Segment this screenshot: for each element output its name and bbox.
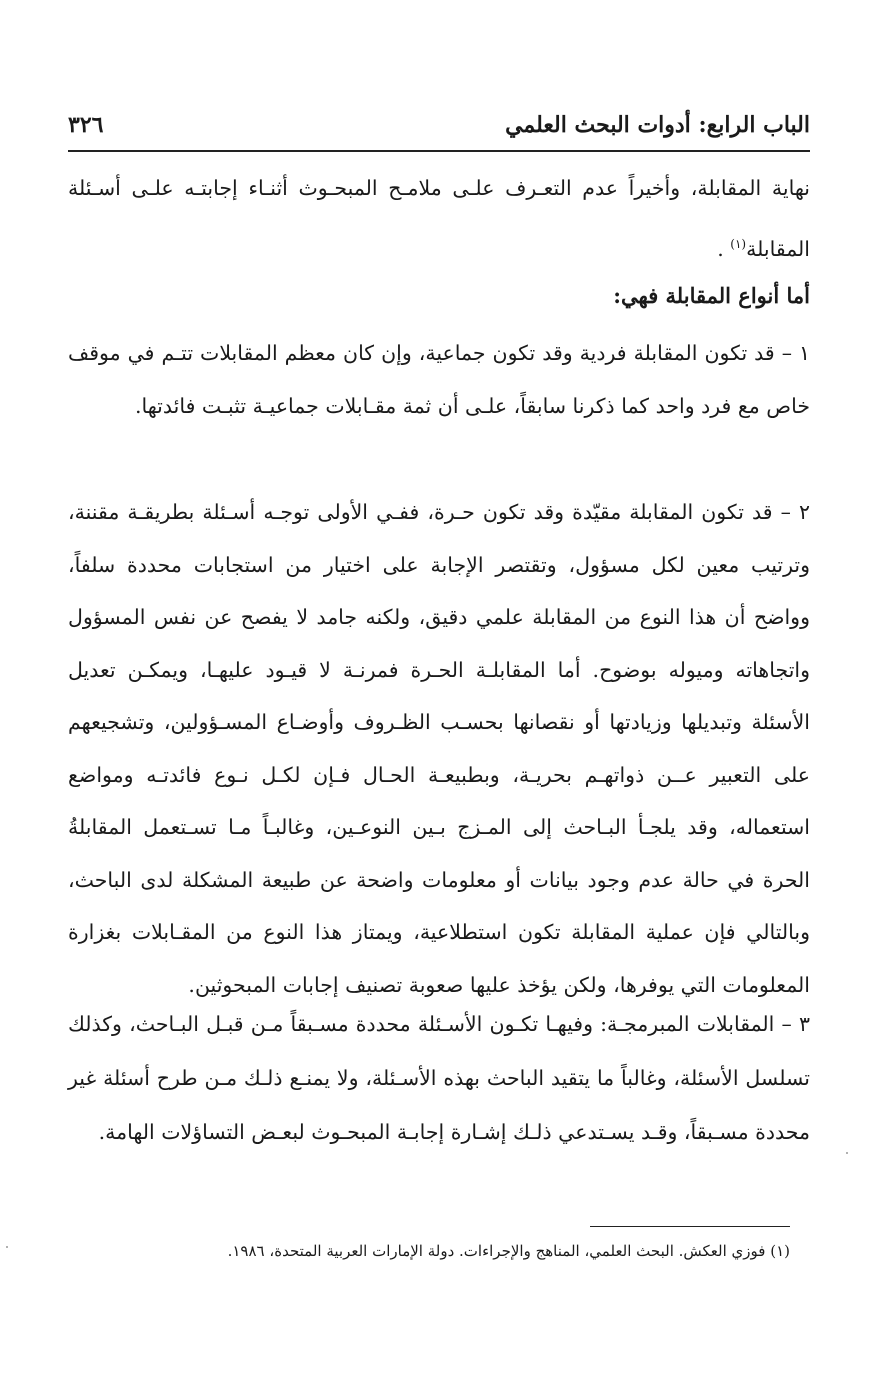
footnote-reference: (١): [730, 237, 747, 251]
continuation-text: نهاية المقابلة، وأخيراً عدم التعـرف علـى ملامـح المبحـوث أثنـاء إجابتـه علـى أسـئلة المقابلة: [68, 176, 810, 261]
list-item-3: ٣ – المقابلات المبرمجـة: وفيهـا تكـون الأسـئلة محددة مسـبقاً مـن قبـل البـاحث، وكذلك تسلسل الأسئلة، وغالباً ما يتقيد الباحث بهذه الأسـئلة، ولا يمنـع ذلـك مـن طرح أسئلة غير محددة مسـبقاً، وقـد يسـتدعي ذلـك إشـارة إجابـة المبحـوث لبعـض التساؤلات الهامة.: [68, 1012, 810, 1144]
header-divider: [68, 150, 810, 152]
continuation-end: .: [717, 236, 731, 261]
page-number: ٣٢٦: [68, 112, 104, 138]
page-header: [68, 108, 810, 148]
scan-speck: [6, 1246, 8, 1248]
footnote-1: (١) فوزي العكش. البحث العلمي، المناهج والإجراءات. دولة الإمارات العربية المتحدة، ١٩٨٦.: [227, 1242, 790, 1260]
continuation-paragraph: [68, 160, 810, 277]
footnote-divider: [590, 1226, 790, 1227]
scan-speck: [846, 1152, 848, 1154]
list-item-2: ٢ – قد تكون المقابلة مقيّدة وقد تكون حـرة، ففـي الأولى توجـه أسـئلة بطريقـة مقننة، وترتيب معين لكل مسؤول، وتقتصر الإجابة على اختيار من استجابات محددة سلفاً، وواضح أن هذا النوع من المقابلة علمي دقيق، ولكنه جامد لا يفصح عن نفس المسؤول واتجاهاته وميوله بوضوح. أما المقابلـة الحـرة فمرنـة لا قيـود عليهـا، ويمكـن تعديل الأسئلة وتبديلها وزيادتها أو نقصانها بحسـب الظـروف وأوضـاع المسـؤولين، وتشجيعهم على التعبير عــن ذواتهـم بحريـة، وبطبيعـة الحـال فـإن لكـل نـوع فائدتـه ومواضع استعماله، وقد يلجـأ البـاحث إلى المـزج بـين النوعـين، وغالبـاً مـا تسـتعمل المقابلةُ الحرة في حالة عدم وجود بيانات أو معلومات واضحة عن طبيعة المشكلة لدى الباحث، وبالتالي فإن عملية المقابلة تكون استطلاعية، ويمتاز هذا النوع من المقـابلات بغزارة المعلومات التي يوفرها، ولكن يؤخذ عليها صعوبة تصنيف إجابات المبحوثين.: [68, 500, 810, 997]
running-title: الباب الرابع: أدوات البحث العلمي: [505, 112, 810, 138]
list-item-1: ١ – قد تكون المقابلة فردية وقد تكون جماعية، وإن كان معظم المقابلات تتـم في موقف خاص مع فرد واحد كما ذكرنا سابقاً، علـى أن ثمة مقـابلات جماعيـة تثبـت فائدتها.: [68, 341, 810, 418]
types-heading: أما أنواع المقابلة فهي:: [613, 283, 810, 308]
